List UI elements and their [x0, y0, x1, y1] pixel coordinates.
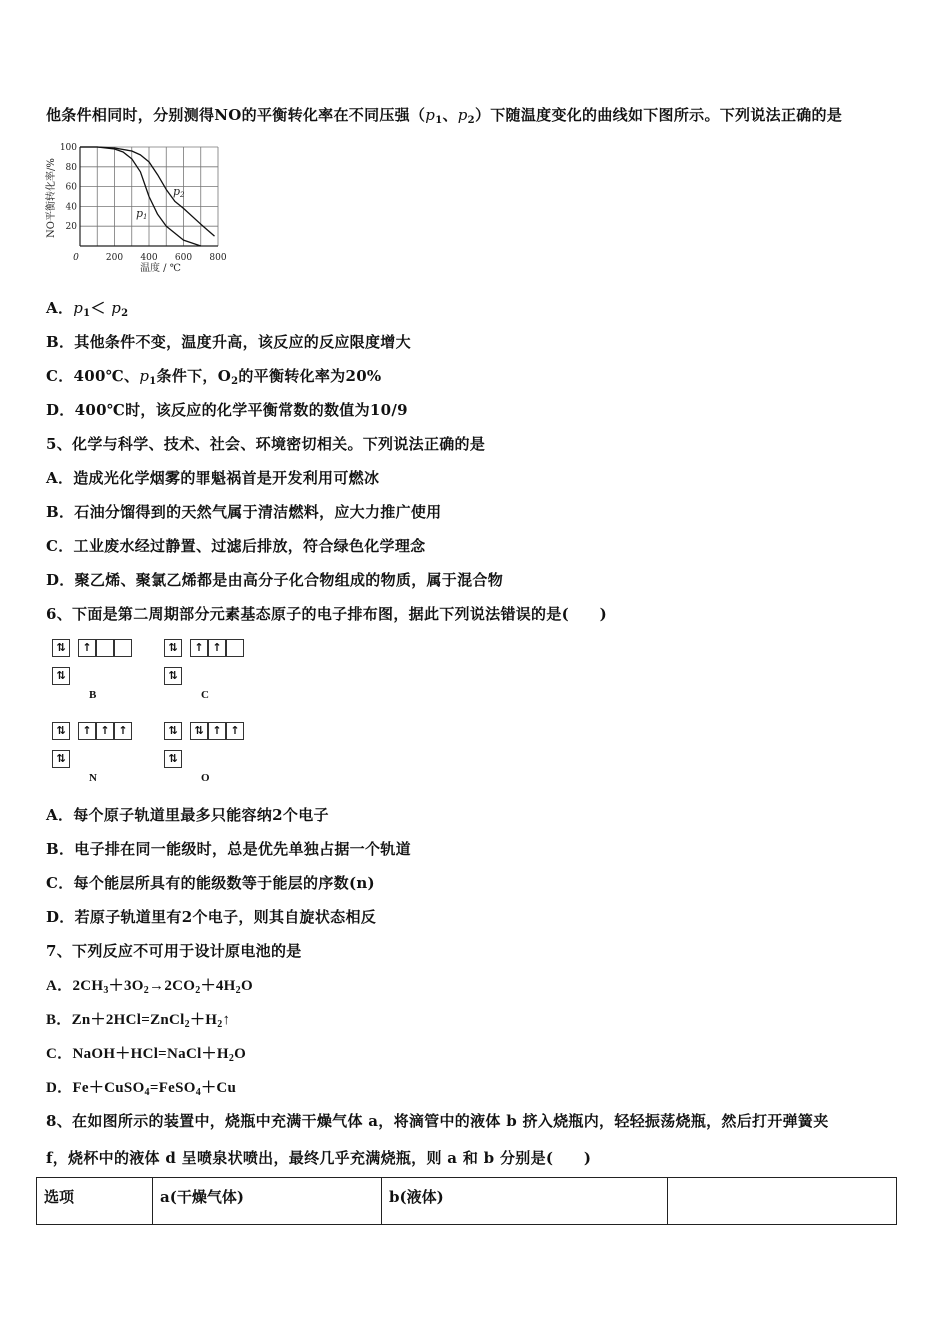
orbital-box	[96, 639, 114, 657]
orbital-element-label: O	[201, 772, 210, 784]
orbital-box: ↑	[96, 722, 114, 740]
orbital-box: ⇅	[52, 639, 70, 657]
orbital-box: ↑	[78, 722, 96, 740]
orbital-diagram-0	[50, 637, 150, 707]
conversion-chart	[40, 138, 240, 278]
y-axis-label: NO平衡转化率/%	[46, 158, 57, 238]
q6-stem: 6、下面是第二周期部分元素基态原子的电子排布图，据此下列说法错误的是( )	[46, 605, 608, 623]
table-header-cell: 选项	[37, 1178, 153, 1225]
orbital-box: ⇅	[164, 667, 182, 685]
orbital-box: ↑	[208, 722, 226, 740]
series-label-p1: p1	[136, 207, 148, 221]
y-tick-label: 20	[65, 222, 77, 233]
y-tick-label: 100	[59, 143, 77, 153]
q6-option-a[interactable]: A．每个原子轨道里最多只能容纳2个电子	[46, 806, 329, 824]
q5-option-b[interactable]: B．石油分馏得到的天然气属于清洁燃料，应大力推广使用	[46, 503, 442, 521]
table-header-row	[37, 1178, 897, 1225]
orbital-diagram-1	[162, 637, 262, 707]
orbital-box: ↑	[208, 639, 226, 657]
orbital-box: ⇅	[52, 667, 70, 685]
q4-option-b[interactable]: B．其他条件不变，温度升高，该反应的反应限度增大	[46, 333, 411, 351]
q7-option-b[interactable]: B．$Zn+2HCl=ZnCl_2+H_2↑$	[46, 1012, 231, 1030]
orbital-box: ⇅	[164, 639, 182, 657]
q7-option-c[interactable]: C．$NaOH+HCl=NaCl+H_2O$	[46, 1046, 247, 1064]
q6-option-b[interactable]: B．电子排在同一能级时，总是优先单独占据一个轨道	[46, 840, 411, 858]
x-tick-label: 800	[209, 253, 227, 263]
orbital-box: ⇅	[52, 750, 70, 768]
y-tick-label: 80	[65, 162, 77, 173]
orbital-box	[226, 639, 244, 657]
orbital-element-label: B	[89, 689, 97, 701]
orbital-box: ⇅	[190, 722, 208, 740]
orbital-box: ⇅	[164, 750, 182, 768]
question-intro: 他条件相同时，分别测得NO的平衡转化率在不同压强（$p_1$、$p_2$）下随温度变化的曲线如下图所示。下列说法正确的是	[46, 106, 843, 126]
orbital-box: ⇅	[164, 722, 182, 740]
x-tick-labels	[73, 253, 227, 263]
q5-stem: 5、化学与科学、技术、社会、环境密切相关。下列说法正确的是	[46, 435, 486, 453]
orbital-box: ↑	[190, 639, 208, 657]
orbital-box: ↑	[78, 639, 96, 657]
x-axis-label: 温度 / ℃	[140, 263, 181, 274]
p2-sub: 2	[467, 115, 475, 126]
x-tick-label: 0	[73, 253, 79, 263]
x-tick-label: 200	[105, 253, 124, 263]
orbital-box: ⇅	[52, 722, 70, 740]
x-tick-label: 400	[140, 253, 158, 263]
orbital-box: ↑	[226, 722, 244, 740]
q6-option-c[interactable]: C．每个能层所具有的能级数等于能层的序数(n)	[46, 874, 375, 892]
table-header-cell: b(液体)	[382, 1178, 668, 1225]
y-tick-label: 60	[65, 182, 77, 193]
chart-curves	[80, 147, 215, 246]
q4-option-a[interactable]: A．$p_1< p_2$	[46, 299, 129, 319]
q8-options-table	[36, 1177, 897, 1225]
orbital-element-label: C	[201, 689, 209, 701]
q5-option-a[interactable]: A．造成光化学烟雾的罪魁祸首是开发利用可燃冰	[46, 469, 380, 487]
orbital-diagram-3	[162, 720, 262, 790]
orbital-element-label: N	[89, 772, 97, 784]
q7-option-a[interactable]: A．$2CH_3+3O_2\to 2CO_2+4H_2O$	[46, 978, 253, 996]
y-tick-label: 40	[65, 202, 77, 213]
q8-stem-line1: 8、在如图所示的装置中，烧瓶中充满干燥气体 a，将滴管中的液体 b 挤入烧瓶内，轻轻振荡烧瓶，然后打开弹簧夹	[46, 1112, 829, 1130]
q4-option-c[interactable]: C．400℃、$p_1$条件下，$O_2$的平衡转化率为20%	[46, 367, 382, 387]
x-tick-label: 600	[174, 253, 193, 263]
q8-stem-line2: f，烧杯中的液体 d 呈喷泉状喷出，最终几乎充满烧瓶，则 a 和 b 分别是( )	[46, 1149, 592, 1167]
table-header-cell: a(干燥气体)	[153, 1178, 382, 1225]
table-header-cell	[668, 1178, 897, 1225]
orbital-box	[114, 639, 132, 657]
q7-stem: 7、下列反应不可用于设计原电池的是	[46, 942, 302, 960]
q7-option-d[interactable]: D．Fe＋CuSO$_4$=FeSO$_4$＋Cu	[46, 1080, 237, 1098]
orbital-diagram-2	[50, 720, 150, 790]
orbital-box: ↑	[114, 722, 132, 740]
q4-option-d[interactable]: D．400℃时，该反应的化学平衡常数的数值为10/9	[46, 401, 408, 419]
q6-option-d[interactable]: D．若原子轨道里有2个电子，则其自旋状态相反	[46, 908, 377, 926]
q5-option-c[interactable]: C．工业废水经过静置、过滤后排放，符合绿色化学理念	[46, 537, 426, 555]
y-tick-labels	[60, 143, 77, 232]
series-label-p2: p2	[173, 185, 185, 199]
q5-option-d[interactable]: D．聚乙烯、聚氯乙烯都是由高分子化合物组成的物质，属于混合物	[46, 571, 504, 589]
